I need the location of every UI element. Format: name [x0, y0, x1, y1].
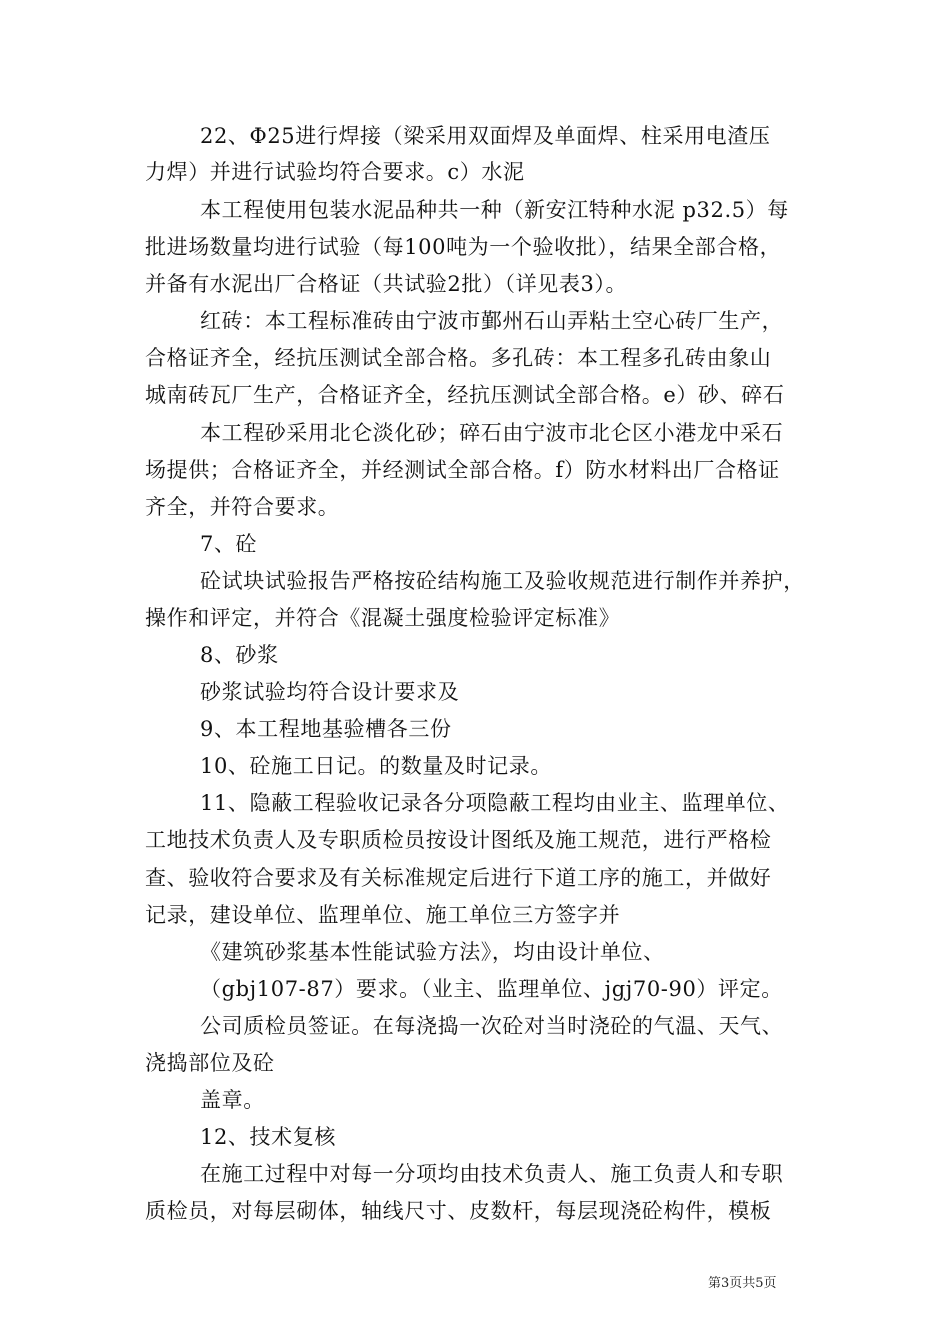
text-line: 本工程砂采用北仑淡化砂；碎石由宁波市北仑区小港龙中采石 — [200, 421, 784, 445]
text-line: 工地技术负责人及专职质检员按设计图纸及施工规范，进行严格检 — [145, 828, 772, 852]
text-line: 10、砼施工日记。的数量及时记录。 — [200, 754, 552, 778]
text-line: 公司质检员签证。在每浇捣一次砼对当时浇砼的气温、天气、 — [200, 1014, 784, 1038]
text-line: 批进场数量均进行试验（每100吨为一个验收批），结果全部合格， — [145, 235, 782, 259]
text-line: 操作和评定，并符合《混凝土强度检验评定标准》 — [145, 606, 621, 630]
text-line: 红砖：本工程标准砖由宁波市鄞州石山弄粘土空心砖厂生产， — [200, 309, 784, 333]
text-line: 场提供；合格证齐全，并经测试全部合格。f）防水材料出厂合格证 — [145, 458, 780, 482]
text-line: 本工程使用包装水泥品种共一种（新安江特种水泥 p32.5）每 — [200, 198, 789, 222]
text-line: 在施工过程中对每一分项均由技术负责人、施工负责人和专职 — [200, 1162, 784, 1186]
text-line: 城南砖瓦厂生产，合格证齐全，经抗压测试全部合格。e）砂、碎石 — [145, 383, 785, 407]
text-line: 9、本工程地基验槽各三份 — [200, 717, 452, 741]
text-line: 11、隐蔽工程验收记录各分项隐蔽工程均由业主、监理单位、 — [200, 791, 790, 815]
text-line: 记录，建设单位、监理单位、施工单位三方签字并 — [145, 903, 621, 927]
section-heading: 7、砼 — [200, 532, 258, 556]
text-line: 力焊）并进行试验均符合要求。c）水泥 — [145, 160, 525, 184]
text-line: 砼试块试验报告严格按砼结构施工及验收规范进行制作并养护， — [200, 569, 805, 593]
text-line: 质检员，对每层砌体，轴线尺寸、皮数杆，每层现浇砼构件，模板 — [145, 1199, 772, 1223]
text-line: （gbj107-87）要求。（业主、监理单位、jgj70-90）评定。 — [200, 977, 783, 1001]
section-heading: 8、砂浆 — [200, 643, 279, 667]
text-line: 齐全，并符合要求。 — [145, 495, 340, 519]
text-line: 22、Φ25进行焊接（梁采用双面焊及单面焊、柱采用电渣压 — [200, 124, 771, 148]
text-line: 盖章。 — [200, 1088, 265, 1112]
section-heading: 12、技术复核 — [200, 1125, 336, 1149]
text-line: 合格证齐全，经抗压测试全部合格。多孔砖：本工程多孔砖由象山 — [145, 346, 772, 370]
text-line: 浇捣部位及砼 — [145, 1051, 275, 1075]
text-line: 《建筑砂浆基本性能试验方法》，均由设计单位、 — [200, 940, 665, 964]
text-line: 查、验收符合要求及有关标准规定后进行下道工序的施工，并做好 — [145, 866, 772, 890]
page-number: 第3页共5页 — [708, 1276, 777, 1291]
text-line: 砂浆试验均符合设计要求及 — [200, 680, 460, 704]
text-line: 并备有水泥出厂合格证（共试验2批）（详见表3）。 — [145, 272, 628, 296]
